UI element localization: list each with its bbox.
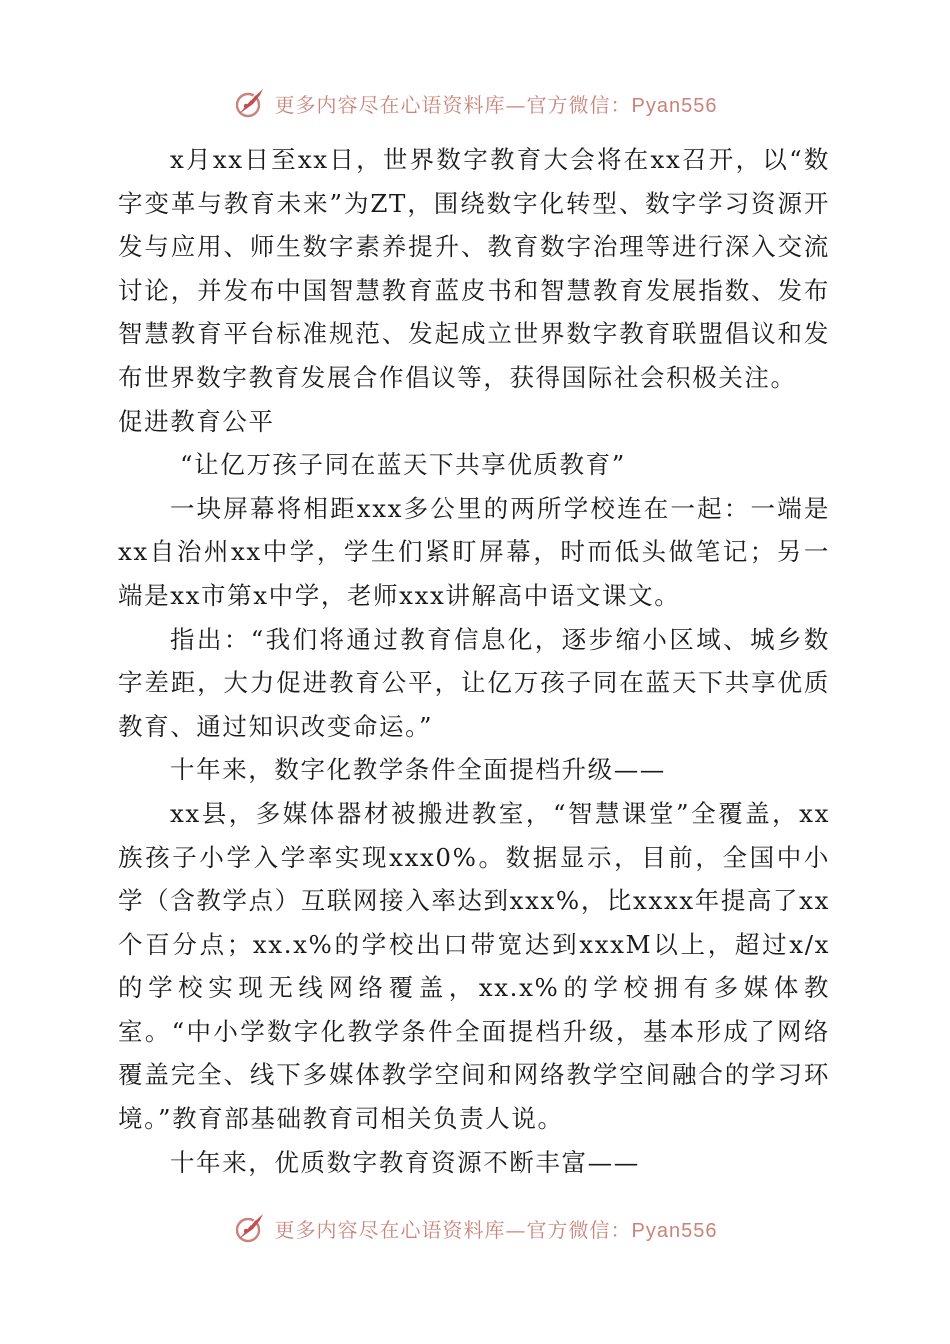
- wechat-id: Pyan556: [631, 1219, 718, 1242]
- paragraph: 十年来，优质数字教育资源不断丰富——: [170, 1147, 640, 1177]
- paragraph: xx县，多媒体器材被搬进教室，“智慧课堂”全覆盖，xx族孩子小学入学率实现xxx0%。数据显示，目前，全国中小学（含教学点）互联网接入率达到xxx%，比xxxx年提高了xx个百分点；xx.x%的学校出口带宽达到xxxM以上，超过x/x的学校实现无线网络覆盖，xx.x%的学校拥有多媒体教室。“中小学数字化教学条件全面提档升级，基本形成了网络覆盖完全、线下多媒体教学空间和网络教学空间融合的学习环境。”教育部基础教育司相关负责人说。: [118, 798, 830, 1134]
- watermark-text: 更多内容尽在心语资料库—官方微信：Pyan556: [274, 92, 718, 117]
- paragraph: 指出：“我们将通过教育信息化，逐步缩小区域、城乡数字差距，大力促进教育公平，让亿万孩子同在蓝天下共享优质教育、通过知识改变命运。”: [118, 624, 830, 741]
- paragraph: x月xx日至xx日，世界数字教育大会将在xx召开，以“数字变革与教育未来”为ZT，围绕数字化转型、数字学习资源开发与应用、师生数字素养提升、教育数字治理等进行深入交流讨论，并发布中国智慧教育蓝皮书和智慧教育发展指数、发布智慧教育平台标准规范、发起成立世界数字教育联盟倡议和发布世界数字教育发展合作倡议等，获得国际社会积极关注。: [118, 145, 830, 392]
- header-watermark: [0, 83, 950, 123]
- paragraph: 十年来，数字化教学条件全面提档升级——: [170, 755, 666, 785]
- paragraph: 促进教育公平: [118, 406, 275, 436]
- quill-pen-logo-icon: [233, 1211, 267, 1245]
- paragraph: “让亿万孩子同在蓝天下共享优质教育”: [180, 450, 626, 480]
- document-body: [118, 138, 830, 1184]
- wechat-id: Pyan556: [631, 94, 718, 117]
- footer-watermark: [0, 1208, 950, 1248]
- watermark-text: 更多内容尽在心语资料库—官方微信：Pyan556: [274, 1217, 718, 1242]
- paragraph: 一块屏幕将相距xxx多公里的两所学校连在一起：一端是xx自治州xx中学，学生们紧盯屏幕，时而低头做笔记；另一端是xx市第x中学，老师xxx讲解高中语文课文。: [118, 493, 830, 610]
- quill-pen-logo-icon: [233, 86, 267, 120]
